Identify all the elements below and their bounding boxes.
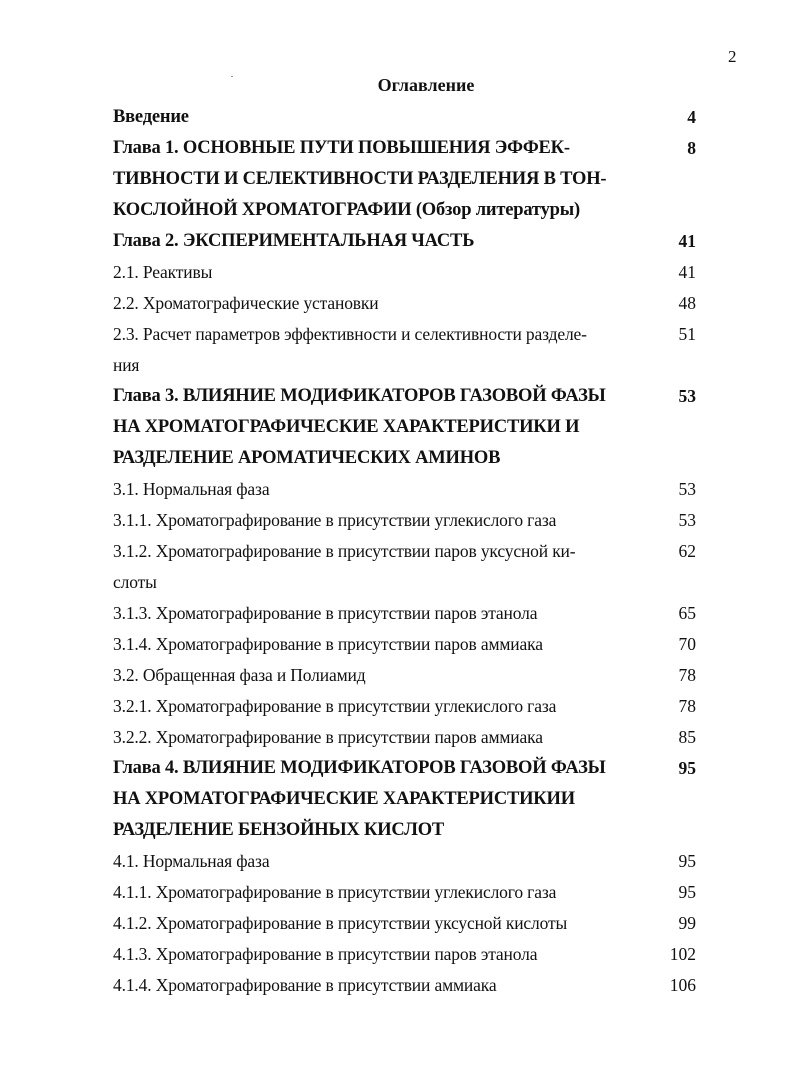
toc-page-number: 78 [678, 696, 696, 716]
toc-page-number: 41 [678, 231, 696, 251]
toc-entry-line: 3.1.2. Хроматографирование в присутствии паров уксусной ки- [113, 541, 576, 561]
toc-section-entry [113, 722, 696, 753]
toc-section-entry [113, 939, 696, 970]
toc-entry-line: 2.3. Расчет параметров эффективности и селективности разделе- [113, 324, 587, 344]
toc-section-entry [113, 877, 696, 908]
toc-page-number: 65 [678, 603, 696, 623]
toc-page-number: 53 [678, 479, 696, 499]
toc-page-number: 102 [669, 944, 696, 964]
toc-entry-title [113, 877, 635, 908]
toc-entry-title [113, 536, 635, 598]
toc-entry-line: 3.1.1. Хроматографирование в присутствии углекислого газа [113, 510, 557, 530]
toc-page-number: 95 [678, 758, 696, 778]
toc-chapter-entry [113, 226, 696, 257]
toc-entry-line: 4.1.1. Хроматографирование в присутствии углекислого газа [113, 882, 557, 902]
toc-entry-line: Глава 4. ВЛИЯНИЕ МОДИФИКАТОРОВ ГАЗОВОЙ ФАЗЫ [113, 758, 606, 778]
toc-chapter-entry [113, 133, 696, 226]
page-number: 2 [728, 47, 737, 66]
toc-page-number: 95 [678, 882, 696, 902]
toc-entry-line: 3.1.4. Хроматографирование в присутствии паров аммиака [113, 634, 543, 654]
toc-section-entry [113, 505, 696, 536]
toc-entry-title [113, 505, 635, 536]
toc-entry-line: 2.1. Реактивы [113, 262, 213, 282]
toc-page-number: 4 [687, 107, 696, 127]
toc-chapter-entry [113, 753, 696, 846]
toc-entry-title [113, 660, 635, 691]
toc-section-entry [113, 319, 696, 381]
toc-section-entry [113, 257, 696, 288]
toc-entry-title [113, 846, 635, 877]
toc-section-entry [113, 691, 696, 722]
toc-entry-line: Глава 1. ОСНОВНЫЕ ПУТИ ПОВЫШЕНИЯ ЭФФЕК- [113, 138, 570, 158]
toc-entry-line: 3.2.1. Хроматографирование в присутствии углекислого газа [113, 696, 557, 716]
table-of-contents [113, 102, 696, 1001]
toc-page-number: 8 [687, 138, 696, 158]
toc-entry-title [113, 598, 635, 629]
toc-entry-line: 3.1. Нормальная фаза [113, 479, 270, 499]
toc-entry-line: 4.1.3. Хроматографирование в присутствии паров этанола [113, 944, 538, 964]
toc-entry-line: ТИВНОСТИ И СЕЛЕКТИВНОСТИ РАЗДЕЛЕНИЯ В ТОН- [113, 169, 607, 189]
toc-entry-line: Введение [113, 107, 189, 127]
toc-section-entry [113, 660, 696, 691]
toc-entry-line: РАЗДЕЛЕНИЕ БЕНЗОЙНЫХ КИСЛОТ [113, 820, 445, 840]
toc-entry-line: КОСЛОЙНОЙ ХРОМАТОГРАФИИ (Обзор литературы) [113, 200, 580, 220]
toc-entry-line: 3.1.3. Хроматографирование в присутствии паров этанола [113, 603, 538, 623]
toc-title: Оглавление [377, 75, 475, 95]
toc-page-number: 99 [678, 913, 696, 933]
toc-entry-line: Глава 2. ЭКСПЕРИМЕНТАЛЬНАЯ ЧАСТЬ [113, 231, 475, 251]
toc-section-entry [113, 908, 696, 939]
toc-page-number: 106 [669, 975, 696, 995]
toc-entry-title [113, 908, 635, 939]
toc-entry-line: Глава 3. ВЛИЯНИЕ МОДИФИКАТОРОВ ГАЗОВОЙ ФАЗЫ [113, 386, 606, 406]
toc-chapter-entry [113, 102, 696, 133]
toc-page-number: 70 [678, 634, 696, 654]
toc-entry-line: слоты [113, 572, 157, 592]
toc-entry-title [113, 474, 635, 505]
toc-page-number: 95 [678, 851, 696, 871]
toc-entry-title [113, 288, 635, 319]
toc-entry-line: 3.2.2. Хроматографирование в присутствии паров аммиака [113, 727, 543, 747]
toc-page-number: 53 [678, 510, 696, 530]
toc-entry-title [113, 753, 635, 846]
toc-entry-line: ния [113, 355, 140, 375]
toc-entry-line: 2.2. Хроматографические установки [113, 293, 379, 313]
toc-entry-title [113, 381, 635, 474]
toc-page-number: 41 [678, 262, 696, 282]
toc-page-number: 85 [678, 727, 696, 747]
toc-chapter-entry [113, 381, 696, 474]
toc-entry-title [113, 133, 635, 226]
toc-section-entry [113, 474, 696, 505]
toc-page-number: 48 [678, 293, 696, 313]
toc-entry-title [113, 629, 635, 660]
toc-page-number: 51 [678, 324, 696, 344]
toc-entry-line: 4.1. Нормальная фаза [113, 851, 270, 871]
toc-entry-line: 4.1.2. Хроматографирование в присутствии уксусной кислоты [113, 913, 568, 933]
toc-section-entry [113, 846, 696, 877]
toc-entry-line: 4.1.4. Хроматографирование в присутствии аммиака [113, 975, 497, 995]
toc-section-entry [113, 970, 696, 1001]
toc-entry-title [113, 319, 635, 381]
toc-page-number: 62 [678, 541, 696, 561]
toc-entry-title [113, 257, 635, 288]
scan-speck [231, 76, 233, 77]
toc-entry-title [113, 691, 635, 722]
toc-section-entry [113, 598, 696, 629]
toc-entry-title [113, 970, 635, 1001]
toc-entry-title [113, 102, 635, 133]
toc-entry-line: НА ХРОМАТОГРАФИЧЕСКИЕ ХАРАКТЕРИСТИКИИ [113, 789, 575, 809]
toc-page-number: 78 [678, 665, 696, 685]
toc-entry-line: 3.2. Обращенная фаза и Полиамид [113, 665, 366, 685]
toc-section-entry [113, 536, 696, 598]
toc-entry-line: РАЗДЕЛЕНИЕ АРОМАТИЧЕСКИХ АМИНОВ [113, 448, 501, 468]
toc-section-entry [113, 629, 696, 660]
toc-entry-title [113, 226, 635, 257]
toc-entry-title [113, 722, 635, 753]
toc-page-number: 53 [678, 386, 696, 406]
toc-section-entry [113, 288, 696, 319]
toc-entry-title [113, 939, 635, 970]
toc-entry-line: НА ХРОМАТОГРАФИЧЕСКИЕ ХАРАКТЕРИСТИКИ И [113, 417, 580, 437]
